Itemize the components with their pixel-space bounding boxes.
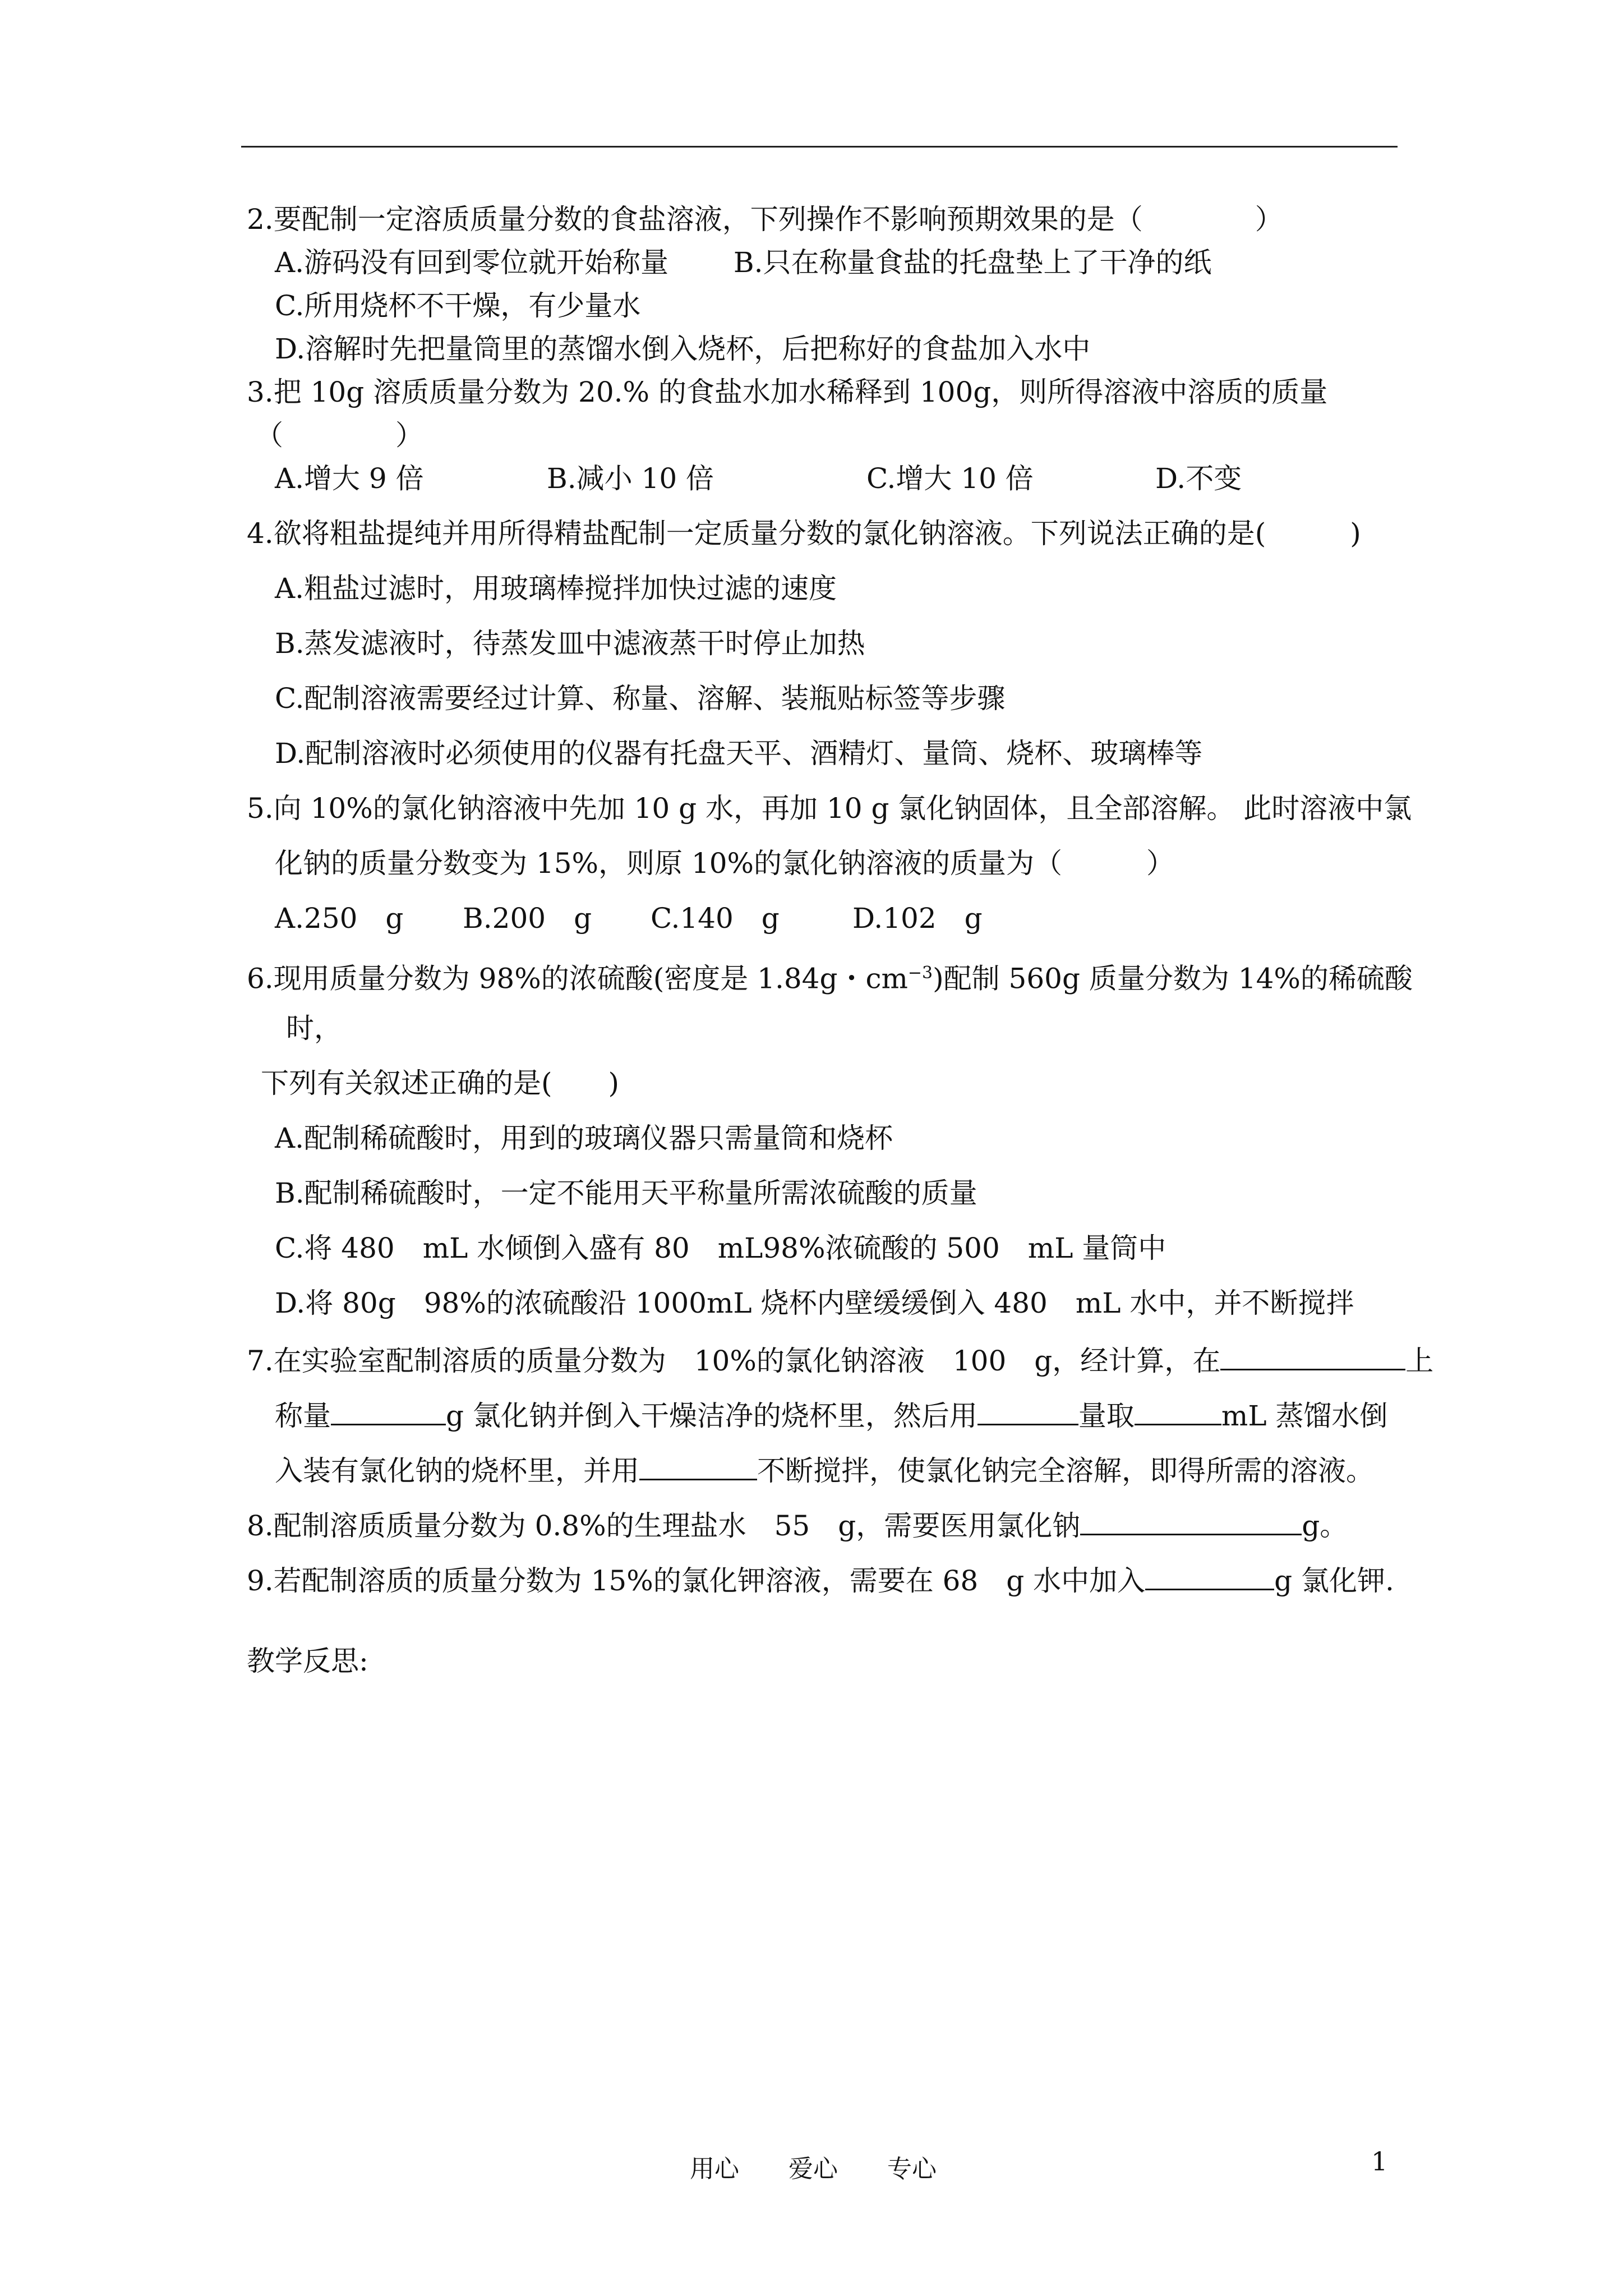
q5-option-a: A.250 g: [275, 902, 404, 935]
q4-option-a: A.粗盐过滤时，用玻璃棒搅拌加快过滤的速度: [275, 572, 837, 605]
q8-text-1: 8.配制溶质质量分数为 0.8%的生理盐水 55 g，需要医用氯化钠: [247, 1510, 1081, 1542]
q7-line1: [247, 1341, 1433, 1378]
q4-option-d: D.配制溶液时必须使用的仪器有托盘天平、酒精灯、量筒、烧杯、玻璃棒等: [275, 737, 1203, 770]
q7-line3: [275, 1451, 1374, 1488]
q6-option-b: B.配制稀硫酸时，一定不能用天平称量所需浓硫酸的质量: [275, 1177, 978, 1209]
q7-blank-measure-tool: [978, 1396, 1078, 1425]
q5-stem-line1: 5.向 10%的氯化钠溶液中先加 10 g 水，再加 10 g 氯化钠固体，且全部溶解。 此时溶液中氯: [247, 792, 1412, 825]
q4-option-b: B.蒸发滤液时，待蒸发皿中滤液蒸干时停止加热: [275, 627, 865, 660]
q3-option-b: B.减小 10 倍: [547, 462, 714, 495]
q2-options-ab: A.游码没有回到零位就开始称量 B.只在称量食盐的托盘垫上了干净的纸: [275, 246, 1212, 279]
q8-blank-mass: [1080, 1506, 1302, 1535]
q9-text-2: g 氯化钾.: [1274, 1565, 1394, 1597]
q3-option-a: A.增大 9 倍: [275, 462, 424, 495]
q6-stem-part1: 6.现用质量分数为 98%的浓硫酸(密度是 1.84g・cm: [247, 962, 908, 995]
q2-stem: 2.要配制一定溶质质量分数的食盐溶液，下列操作不影响预期效果的是（ ）: [247, 203, 1283, 236]
q7-text-1: 7.在实验室配制溶质的质量分数为 10%的氯化钠溶液 100 g，经计算，在: [247, 1345, 1221, 1377]
q8-text-2: g。: [1302, 1510, 1348, 1542]
q4-stem: 4.欲将粗盐提纯并用所得精盐配制一定质量分数的氯化钠溶液。下列说法正确的是( ): [247, 517, 1361, 550]
page-number: 1: [1371, 2146, 1388, 2177]
header-rule: [241, 146, 1398, 148]
q7-text-2: 上: [1405, 1345, 1434, 1377]
q7-blank-volume: [1135, 1396, 1221, 1425]
q6-option-a: A.配制稀硫酸时，用到的玻璃仪器只需量筒和烧杯: [275, 1122, 893, 1154]
q3-paren: （ ）: [255, 419, 423, 452]
q8-line: [247, 1506, 1348, 1543]
q7-text-5: 量取: [1078, 1400, 1135, 1432]
q2-option-c: C.所用烧杯不干燥，有少量水: [275, 289, 641, 322]
teaching-reflection-heading: 教学反思:: [247, 1645, 368, 1677]
q7-blank-mass: [331, 1396, 446, 1425]
q6-superscript: −3: [907, 963, 933, 983]
q6-stem-part2: )配制 560g 质量分数为 14%的稀硫酸: [933, 962, 1413, 995]
q7-text-7: 入装有氯化钠的烧杯里，并用: [275, 1455, 639, 1487]
q3-stem: 3.把 10g 溶质质量分数为 20.% 的食盐水加水稀释到 100g，则所得溶液中溶质的质量: [247, 376, 1328, 408]
footer-motto: 用心 爱心 专心: [690, 2155, 937, 2183]
q4-option-c: C.配制溶液需要经过计算、称量、溶解、装瓶贴标签等步骤: [275, 682, 1006, 715]
q3-option-c: C.增大 10 倍: [866, 462, 1034, 495]
q6-stem-line3: 下列有关叙述正确的是( ): [261, 1067, 620, 1099]
q2-option-d: D.溶解时先把量筒里的蒸馏水倒入烧杯，后把称好的食盐加入水中: [275, 333, 1091, 365]
q5-option-d: D.102 g: [852, 902, 983, 935]
q5-option-b: B.200 g: [463, 902, 592, 935]
q9-line: [247, 1561, 1394, 1598]
q3-option-d: D.不变: [1155, 462, 1242, 495]
q5-stem-line2: 化钠的质量分数变为 15%，则原 10%的氯化钠溶液的质量为（ ）: [275, 847, 1175, 880]
q7-text-4: g 氯化钠并倒入干燥洁净的烧杯里，然后用: [446, 1400, 978, 1432]
q7-text-6: mL 蒸馏水倒: [1221, 1400, 1388, 1432]
q9-blank-mass: [1145, 1561, 1274, 1590]
q7-blank-stir-tool: [639, 1451, 757, 1480]
q7-blank-instrument: [1220, 1341, 1405, 1370]
q6-stem-line2: 时，: [286, 1012, 342, 1045]
q6-option-c: C.将 480 mL 水倾倒入盛有 80 mL98%浓硫酸的 500 mL 量筒中: [275, 1232, 1166, 1264]
q7-text-8: 不断搅拌，使氯化钠完全溶解，即得所需的溶液。: [757, 1455, 1374, 1487]
q6-option-d: D.将 80g 98%的浓硫酸沿 1000mL 烧杯内壁缓缓倒入 480 mL 水中，并不断搅拌: [275, 1287, 1354, 1319]
q9-text-1: 9.若配制溶质的质量分数为 15%的氯化钾溶液，需要在 68 g 水中加入: [247, 1565, 1146, 1597]
q5-option-c: C.140 g: [651, 902, 780, 935]
q7-text-3: 称量: [275, 1400, 331, 1432]
q7-line2: [275, 1396, 1387, 1433]
q6-stem-line1: [247, 956, 1413, 996]
